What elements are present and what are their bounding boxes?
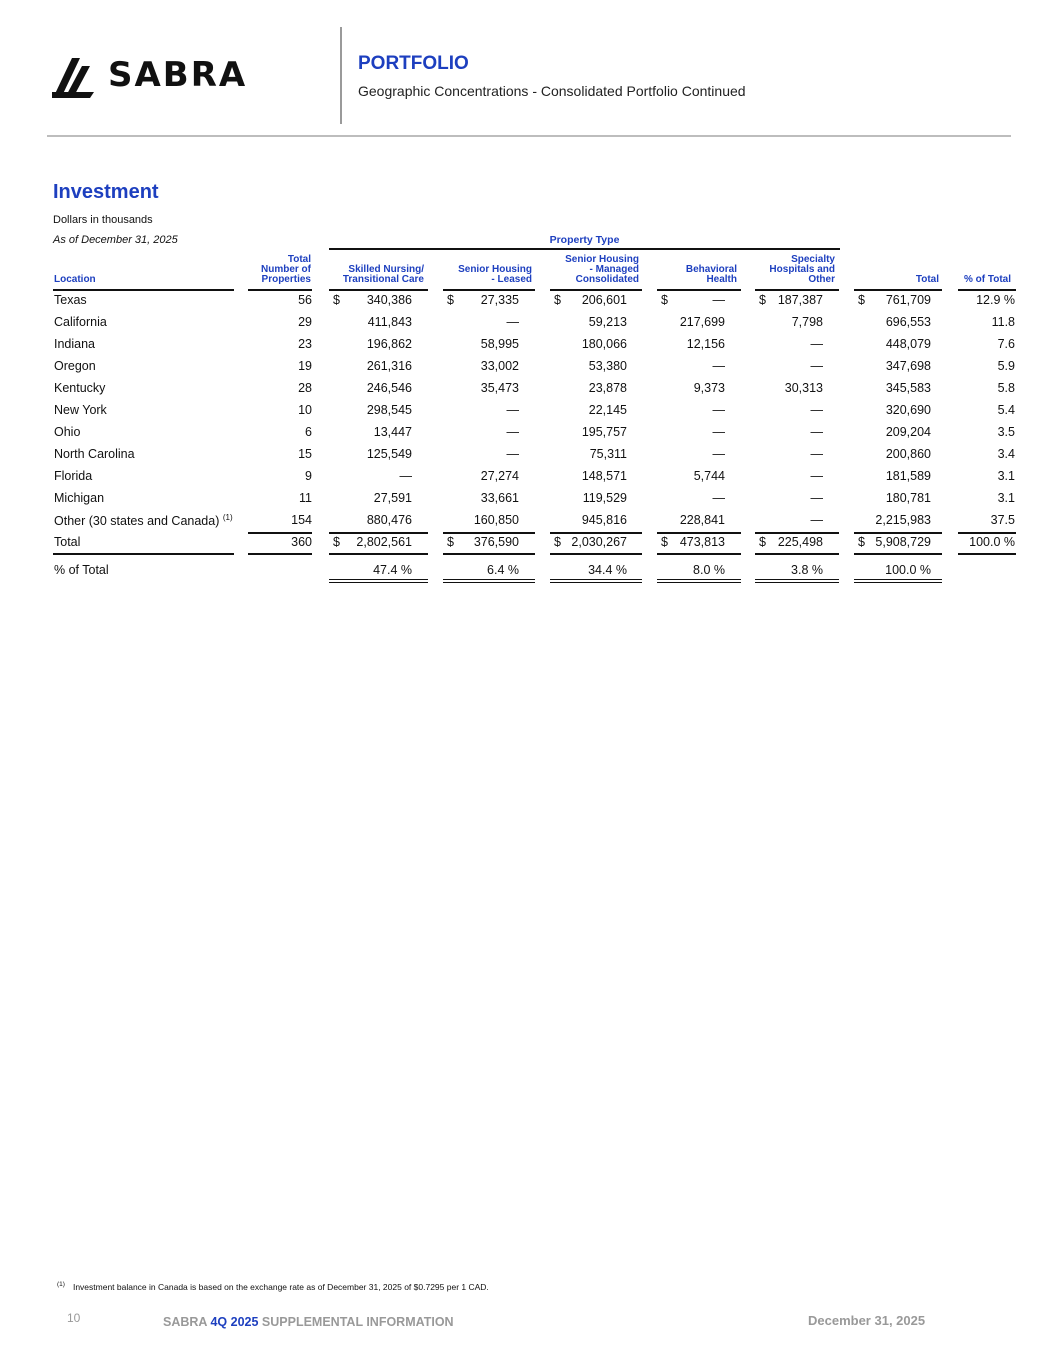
footnote-mark: (1) bbox=[57, 1281, 65, 1288]
row-location: Total bbox=[54, 535, 81, 549]
pct-double-rule bbox=[329, 579, 428, 583]
cell-sp: 30,313 bbox=[784, 381, 823, 395]
total-rule bbox=[755, 532, 839, 534]
total-rule bbox=[329, 532, 428, 534]
cell-n: 11 bbox=[299, 491, 312, 505]
cell-sp: — bbox=[810, 447, 823, 461]
cell-sp: — bbox=[810, 337, 823, 351]
cell-bh: — bbox=[712, 491, 725, 505]
cell-tot: 761,709 bbox=[885, 293, 931, 307]
col-header-total-properties: Total Number of Properties bbox=[261, 254, 311, 285]
as-of-date: As of December 31, 2025 bbox=[53, 234, 178, 246]
dollar-sign: $ bbox=[759, 535, 766, 549]
dollar-sign: $ bbox=[447, 293, 454, 307]
cell-shm: 148,571 bbox=[581, 469, 627, 483]
cell-sp: — bbox=[810, 469, 823, 483]
row-location: Texas bbox=[54, 293, 87, 307]
cell-shl: 27,335 bbox=[480, 293, 519, 307]
cell-n: 10 bbox=[298, 403, 312, 417]
cell-pct: 5.8 bbox=[997, 381, 1015, 395]
page-number: 10 bbox=[67, 1311, 81, 1325]
cell-pct: 7.6 bbox=[997, 337, 1015, 351]
col-header-sh-managed: Senior Housing - Managed Consolidated bbox=[565, 254, 639, 285]
pct-double-rule bbox=[854, 579, 942, 583]
dollar-sign: $ bbox=[447, 535, 454, 549]
cell-pct: 3.1 bbox=[997, 491, 1015, 505]
table-row bbox=[0, 445, 1055, 467]
units-note: Dollars in thousands bbox=[53, 214, 153, 226]
footnote-ref: (1) bbox=[222, 513, 233, 522]
cell-sp: — bbox=[810, 425, 823, 439]
cell-n: 23 bbox=[298, 337, 312, 351]
footnote-text: Investment balance in Canada is based on the exchange rate as of December 31, 2025 of $0.7295 per 1 CAD. bbox=[72, 1281, 489, 1292]
cell-bh: 8.0 % bbox=[693, 563, 725, 577]
row-location: % of Total bbox=[54, 563, 109, 577]
cell-n: 6 bbox=[305, 425, 312, 439]
cell-pct: 5.4 bbox=[997, 403, 1015, 417]
cell-bh: — bbox=[712, 293, 725, 307]
property-type-group-header: Property Type bbox=[549, 234, 620, 246]
cell-tot: 2,215,983 bbox=[875, 513, 931, 527]
cell-pct: 12.9 % bbox=[976, 293, 1015, 307]
cell-bh: — bbox=[712, 425, 725, 439]
dollar-sign: $ bbox=[858, 535, 865, 549]
cell-shl: — bbox=[506, 315, 519, 329]
cell-tot: 209,204 bbox=[885, 425, 931, 439]
cell-shm: 180,066 bbox=[581, 337, 627, 351]
footnote bbox=[57, 1281, 489, 1292]
cell-shl: 33,661 bbox=[480, 491, 519, 505]
dollar-sign: $ bbox=[759, 293, 766, 307]
col-header-pct: % of Total bbox=[963, 274, 1011, 285]
cell-shm: 206,601 bbox=[581, 293, 627, 307]
dollar-sign: $ bbox=[661, 535, 668, 549]
cell-snf: — bbox=[399, 469, 412, 483]
row-location: New York bbox=[54, 403, 107, 417]
dollar-sign: $ bbox=[858, 293, 865, 307]
cell-tot: 696,553 bbox=[885, 315, 931, 329]
cell-n: 9 bbox=[305, 469, 312, 483]
total-rule bbox=[958, 532, 1016, 534]
col-header-total: Total bbox=[915, 274, 939, 285]
total-bottom-rule bbox=[854, 553, 942, 555]
cell-bh: — bbox=[712, 403, 725, 417]
cell-n: 56 bbox=[298, 293, 312, 307]
total-bottom-rule bbox=[329, 553, 428, 555]
cell-tot: 100.0 % bbox=[885, 563, 931, 577]
cell-snf: 13,447 bbox=[373, 425, 412, 439]
cell-n: 154 bbox=[291, 513, 312, 527]
col-header-behavioral: Behavioral Health bbox=[685, 264, 737, 285]
cell-shm: 22,145 bbox=[588, 403, 627, 417]
cell-bh: 9,373 bbox=[693, 381, 725, 395]
cell-snf: 2,802,561 bbox=[356, 535, 412, 549]
total-rule bbox=[443, 532, 535, 534]
cell-bh: 217,699 bbox=[679, 315, 725, 329]
row-location: North Carolina bbox=[54, 447, 135, 461]
cell-bh: 228,841 bbox=[679, 513, 725, 527]
cell-tot: 5,908,729 bbox=[875, 535, 931, 549]
cell-snf: 261,316 bbox=[366, 359, 412, 373]
cell-shm: 53,380 bbox=[588, 359, 627, 373]
group-header-rule bbox=[329, 248, 840, 250]
table-row bbox=[0, 335, 1055, 357]
cell-pct: 3.1 bbox=[997, 469, 1015, 483]
table-row bbox=[0, 379, 1055, 401]
cell-snf: 298,545 bbox=[366, 403, 412, 417]
cell-snf: 47.4 % bbox=[373, 563, 412, 577]
table-row bbox=[0, 291, 1055, 313]
footer-brand: SABRA 4Q 2025 SUPPLEMENTAL INFORMATION bbox=[163, 1315, 454, 1329]
dollar-sign: $ bbox=[661, 293, 668, 307]
total-bottom-rule bbox=[550, 553, 642, 555]
cell-shl: 376,590 bbox=[473, 535, 519, 549]
row-location: Other (30 states and Canada) $^{(1)}$ bbox=[54, 513, 233, 529]
cell-pct: 3.4 bbox=[997, 447, 1015, 461]
total-bottom-rule bbox=[958, 553, 1016, 555]
cell-sp: 3.8 % bbox=[791, 563, 823, 577]
sabra-logo bbox=[52, 52, 247, 98]
cell-tot: 200,860 bbox=[885, 447, 931, 461]
cell-shl: — bbox=[506, 447, 519, 461]
table-row bbox=[0, 467, 1055, 489]
cell-snf: 196,862 bbox=[366, 337, 412, 351]
row-location: Kentucky bbox=[54, 381, 106, 395]
cell-bh: 12,156 bbox=[686, 337, 725, 351]
cell-pct: 100.0 % bbox=[969, 535, 1015, 549]
table-row bbox=[0, 357, 1055, 379]
cell-tot: 181,589 bbox=[885, 469, 931, 483]
table-row bbox=[0, 489, 1055, 511]
cell-bh: — bbox=[712, 447, 725, 461]
cell-n: 28 bbox=[298, 381, 312, 395]
page-subtitle: Geographic Concentrations - Consolidated Portfolio Continued bbox=[358, 83, 746, 99]
total-row bbox=[0, 533, 1055, 555]
cell-shl: — bbox=[506, 425, 519, 439]
cell-pct: 3.5 bbox=[997, 425, 1015, 439]
cell-sp: 225,498 bbox=[777, 535, 823, 549]
total-bottom-rule bbox=[53, 553, 234, 555]
pct-double-rule bbox=[657, 579, 741, 583]
table-row bbox=[0, 511, 1055, 533]
cell-tot: 347,698 bbox=[885, 359, 931, 373]
cell-shm: 75,311 bbox=[589, 447, 627, 461]
total-bottom-rule bbox=[443, 553, 535, 555]
cell-tot: 345,583 bbox=[885, 381, 931, 395]
pct-double-rule bbox=[550, 579, 642, 583]
cell-sp: — bbox=[810, 359, 823, 373]
cell-snf: 27,591 bbox=[373, 491, 412, 505]
cell-sp: — bbox=[810, 513, 823, 527]
dollar-sign: $ bbox=[333, 293, 340, 307]
cell-bh: 5,744 bbox=[693, 469, 725, 483]
cell-sp: — bbox=[810, 491, 823, 505]
sabra-logo-icon bbox=[52, 52, 102, 98]
cell-shl: 6.4 % bbox=[487, 563, 519, 577]
cell-shm: 59,213 bbox=[588, 315, 627, 329]
dollar-sign: $ bbox=[333, 535, 340, 549]
section-title: Investment bbox=[53, 181, 159, 203]
cell-bh: — bbox=[712, 359, 725, 373]
row-location: Indiana bbox=[54, 337, 96, 351]
cell-shl: 33,002 bbox=[480, 359, 519, 373]
cell-sp: — bbox=[810, 403, 823, 417]
row-location: Oregon bbox=[54, 359, 96, 373]
col-header-snf: Skilled Nursing/ Transitional Care bbox=[342, 264, 424, 285]
cell-pct: 11.8 bbox=[991, 315, 1015, 329]
pct-double-rule bbox=[443, 579, 535, 583]
cell-tot: 320,690 bbox=[885, 403, 931, 417]
total-rule bbox=[854, 532, 942, 534]
col-header-sh-leased: Senior Housing - Leased bbox=[458, 264, 532, 285]
cell-n: 15 bbox=[298, 447, 312, 461]
total-rule bbox=[550, 532, 642, 534]
table-row bbox=[0, 401, 1055, 423]
pct-double-rule bbox=[755, 579, 839, 583]
cell-shm: 945,816 bbox=[581, 513, 627, 527]
header-divider bbox=[340, 27, 342, 124]
cell-snf: 340,386 bbox=[366, 293, 412, 307]
col-header-specialty: Specialty Hospitals and Other bbox=[769, 254, 835, 285]
cell-tot: 180,781 bbox=[885, 491, 931, 505]
header-rule bbox=[47, 135, 1011, 137]
table-row bbox=[0, 313, 1055, 335]
total-bottom-rule bbox=[755, 553, 839, 555]
cell-shm: 34.4 % bbox=[588, 563, 627, 577]
cell-snf: 880,476 bbox=[366, 513, 412, 527]
cell-tot: 448,079 bbox=[885, 337, 931, 351]
cell-pct: 5.9 bbox=[997, 359, 1015, 373]
cell-n: 19 bbox=[298, 359, 312, 373]
row-location: Florida bbox=[54, 469, 93, 483]
total-bottom-rule bbox=[657, 553, 741, 555]
logo-wordmark: SABRA bbox=[108, 55, 248, 95]
dollar-sign: $ bbox=[554, 293, 561, 307]
table-row bbox=[0, 423, 1055, 445]
col-header-location: Location bbox=[54, 274, 96, 285]
cell-shl: 35,473 bbox=[480, 381, 519, 395]
cell-snf: 246,546 bbox=[366, 381, 412, 395]
cell-shl: — bbox=[506, 403, 519, 417]
cell-bh: 473,813 bbox=[679, 535, 725, 549]
row-location: California bbox=[54, 315, 107, 329]
cell-shl: 160,850 bbox=[473, 513, 519, 527]
cell-n: 360 bbox=[291, 535, 312, 549]
cell-snf: 125,549 bbox=[366, 447, 412, 461]
row-location: Ohio bbox=[54, 425, 81, 439]
cell-sp: 7,798 bbox=[791, 315, 823, 329]
cell-shm: 2,030,267 bbox=[571, 535, 627, 549]
total-bottom-rule bbox=[248, 553, 312, 555]
cell-shm: 195,757 bbox=[581, 425, 627, 439]
dollar-sign: $ bbox=[554, 535, 561, 549]
cell-sp: 187,387 bbox=[777, 293, 823, 307]
cell-shm: 23,878 bbox=[588, 381, 627, 395]
footer-date: December 31, 2025 bbox=[808, 1313, 926, 1328]
cell-pct: 37.5 bbox=[990, 513, 1015, 527]
cell-shl: 27,274 bbox=[480, 469, 519, 483]
cell-snf: 411,843 bbox=[367, 315, 412, 329]
cell-n: 29 bbox=[298, 315, 312, 329]
page-title: PORTFOLIO bbox=[358, 53, 469, 74]
cell-shl: 58,995 bbox=[480, 337, 519, 351]
row-location: Michigan bbox=[54, 491, 105, 505]
total-rule bbox=[657, 532, 741, 534]
cell-shm: 119,529 bbox=[582, 491, 627, 505]
total-rule bbox=[248, 532, 312, 534]
